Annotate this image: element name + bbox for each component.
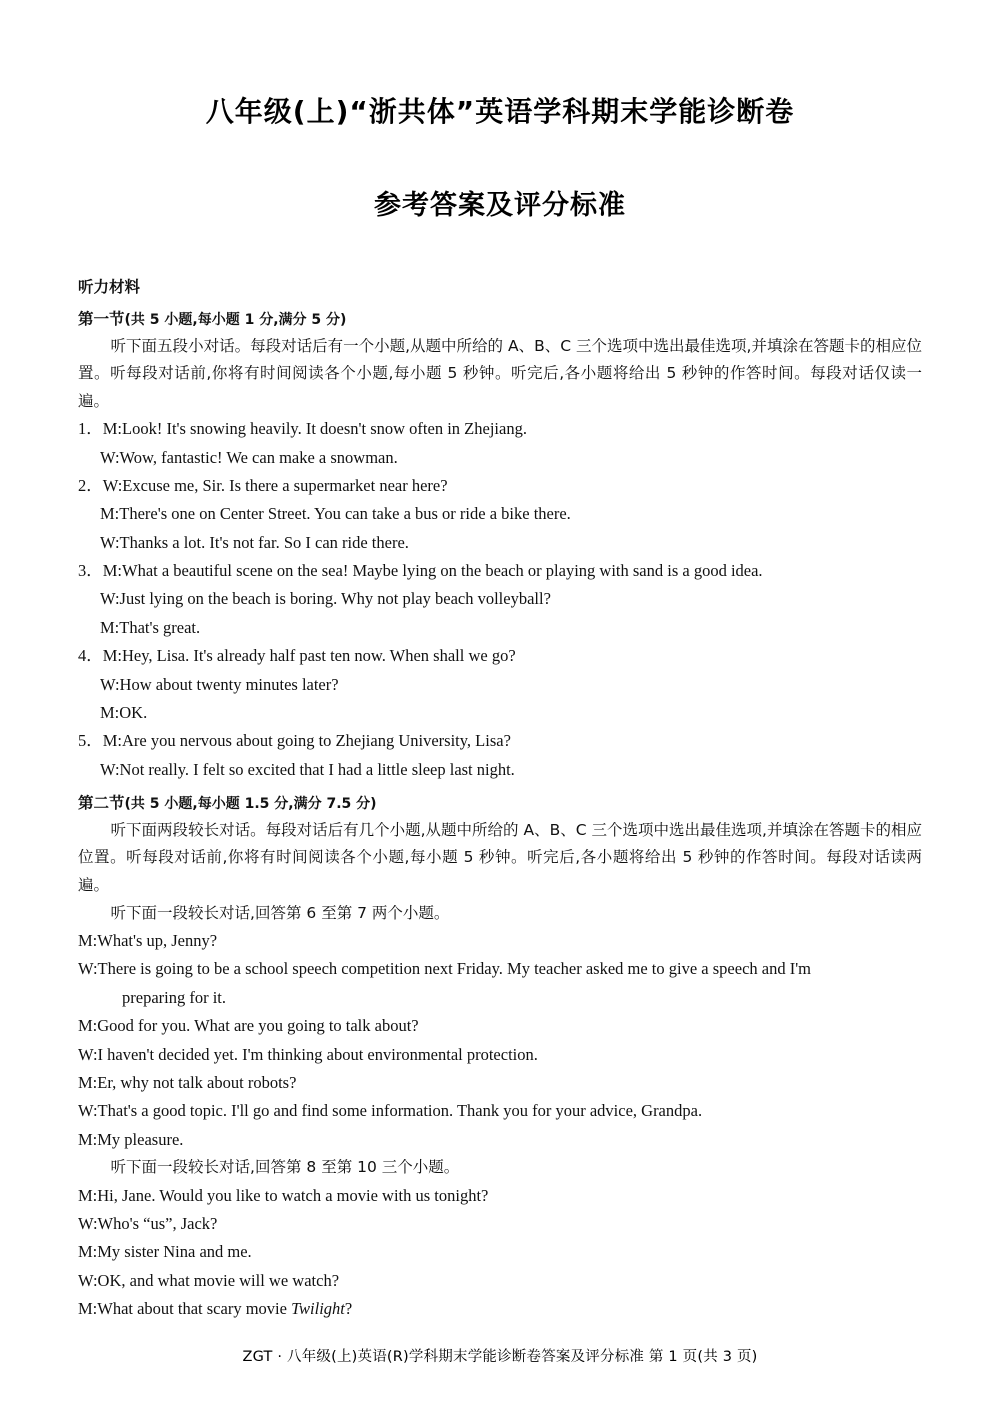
part-one-instruction: 听下面五段小对话。每段对话后有一个小题,从题中所给的 A、B、C 三个选项中选出最佳选项,并填涂在答题卡的相应位置。听每段对话前,你将有时间阅读各个小题,每小题 5 秒钟。听完后,各小题将给出 5 秒钟的作答时间。每段对话仅读一遍。	[78, 336, 922, 410]
list-item: preparing for it.	[122, 987, 227, 1007]
part-two-dialogue-one	[78, 927, 922, 1154]
part-two-lead-one: 听下面一段较长对话,回答第 6 至第 7 两个小题。	[110, 903, 450, 922]
list-item: W:OK, and what movie will we watch?	[78, 1270, 340, 1290]
list-item: 2．W:Excuse me, Sir. Is there a supermarket near here?	[78, 475, 448, 495]
list-item: W:Wow, fantastic! We can make a snowman.	[100, 447, 398, 467]
movie-title: Twilight	[291, 1299, 345, 1319]
list-item	[78, 1295, 922, 1323]
part-one-heading-label: 第一节	[78, 309, 125, 328]
part-two-dialogue-two	[78, 1182, 922, 1324]
page-subtitle: 参考答案及评分标准	[374, 190, 626, 222]
list-item: W:Just lying on the beach is boring. Why not play beach volleyball?	[100, 589, 551, 609]
list-item: 1．M:Look! It's snowing heavily. It doesn't snow often in Zhejiang.	[78, 419, 527, 439]
list-item: W:Not really. I felt so excited that I had a little sleep last night.	[100, 759, 515, 779]
list-item: M:That's great.	[100, 617, 201, 637]
list-item: 5．M:Are you nervous about going to Zhejiang University, Lisa?	[78, 731, 511, 751]
part-one-heading-score: (共 5 小题,每小题 1 分,满分 5 分)	[124, 311, 347, 328]
listening-material-label: 听力材料	[78, 278, 141, 297]
list-item: 3．M:What a beautiful scene on the sea! Maybe lying on the beach or playing with sand is a good idea.	[78, 561, 763, 581]
list-item-text: M:What about that scary movie	[78, 1299, 292, 1319]
part-one-items	[78, 415, 922, 784]
part-two-heading-score: (共 5 小题,每小题 1.5 分,满分 7.5 分)	[124, 796, 377, 813]
title-block	[0, 92, 1000, 222]
list-item: W:I haven't decided yet. I'm thinking about environmental protection.	[78, 1044, 538, 1064]
list-item: M:OK.	[100, 702, 148, 722]
list-item: M:My pleasure.	[78, 1129, 184, 1149]
list-item: W:That's a good topic. I'll go and find some information. Thank you for your advice, Grandpa.	[78, 1101, 703, 1121]
list-item: W:How about twenty minutes later?	[100, 674, 339, 694]
page-title: 八年级(上)“浙共体”英语学科期末学能诊断卷	[205, 95, 795, 128]
list-item: M:There's one on Center Street. You can take a bus or ride a bike there.	[100, 504, 571, 524]
list-item: M:Er, why not talk about robots?	[78, 1072, 297, 1092]
part-two-heading-label: 第二节	[78, 794, 125, 813]
list-item-tail: ?	[344, 1299, 353, 1319]
list-item: W:There is going to be a school speech competition next Friday. My teacher asked me to give a speech and I'm	[78, 959, 812, 979]
list-item: M:Good for you. What are you going to talk about?	[78, 1016, 419, 1036]
list-item: M:My sister Nina and me.	[78, 1242, 252, 1262]
part-two-heading	[78, 790, 922, 817]
document-body	[78, 274, 922, 1323]
list-item: 4．M:Hey, Lisa. It's already half past ten now. When shall we go?	[78, 646, 516, 666]
part-two-instruction: 听下面两段较长对话。每段对话后有几个小题,从题中所给的 A、B、C 三个选项中选出最佳选项,并填涂在答题卡的相应位置。听每段对话前,你将有时间阅读各个小题,每小题 5 秒钟。听完后,各小题将给出 5 秒钟的作答时间。每段对话读两遍。	[78, 820, 922, 894]
part-one-heading	[78, 306, 922, 333]
list-item: W:Thanks a lot. It's not far. So I can ride there.	[100, 532, 409, 552]
part-two-lead-two: 听下面一段较长对话,回答第 8 至第 10 三个小题。	[110, 1158, 460, 1177]
list-item: M:What's up, Jenny?	[78, 931, 218, 951]
list-item: M:Hi, Jane. Would you like to watch a movie with us tonight?	[78, 1185, 489, 1205]
page-footer: ZGT · 八年级(上)英语(R)学科期末学能诊断卷答案及评分标准 第 1 页(共 3 页)	[242, 1349, 758, 1365]
list-item: W:Who's “us”, Jack?	[78, 1214, 218, 1234]
